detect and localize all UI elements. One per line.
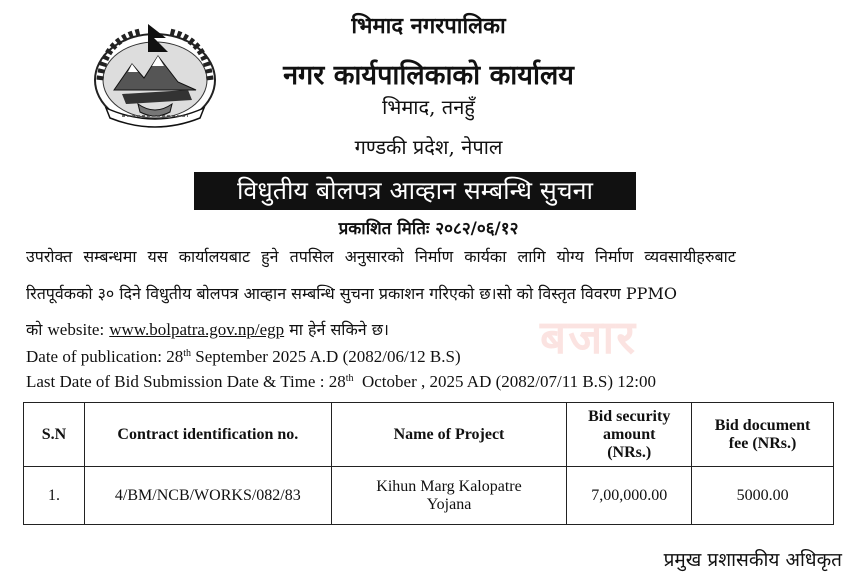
- last-line-pre: Last Date of Bid Submission Date & Time : 28: [26, 372, 346, 391]
- office-name: नगर कार्यपालिकाको कार्यालय: [283, 60, 574, 91]
- cell-bid-security: 7,00,000.00: [567, 467, 692, 525]
- notice-paragraph-line-2: रितपूर्वकको ३० दिने विधुतीय बोलपत्र आव्हान सम्बन्धि सुचना प्रकाशन गरिएको छ।सो को विस्तृत विवरण PPMO: [26, 284, 677, 303]
- last-line-post: October , 2025 AD (2082/07/11 B.S) 12:00: [353, 372, 657, 391]
- published-date: २०८२/०६/१२: [435, 219, 519, 239]
- header-contract-id: Contract identification no.: [84, 403, 331, 467]
- header-sn: S.N: [24, 403, 85, 467]
- header-bid-security: [567, 403, 692, 467]
- line3-suffix: मा हेर्न सकिने छ।: [289, 320, 389, 339]
- bid-deadline-en: [26, 372, 656, 392]
- last-line-sup: th: [345, 373, 354, 384]
- cell-project-name: [331, 467, 567, 525]
- line3-prefix: को: [26, 320, 43, 339]
- header-bid-fee: [692, 403, 834, 467]
- cell-sn: 1.: [24, 467, 85, 525]
- table-row: [24, 467, 834, 525]
- province-name: गण्डकी प्रदेश, नेपाल: [354, 135, 503, 159]
- header-bid-security-l3: (NRs.): [607, 443, 652, 461]
- cell-contract-id: 4/BM/NCB/WORKS/082/83: [84, 467, 331, 525]
- project-name-l1: Kihun Marg Kalopatre: [376, 477, 522, 495]
- pub-line-sup: th: [183, 348, 191, 359]
- published-label: प्रकाशित मितिः: [338, 219, 430, 239]
- website-link[interactable]: www.bolpatra.gov.np/egp: [109, 320, 285, 339]
- municipality-name: भिमाद नगरपालिका: [351, 13, 506, 39]
- pub-line-pre: Date of publication: 28: [26, 347, 184, 366]
- publication-date-en: [26, 347, 461, 367]
- header-bid-security-l1: Bid security: [588, 407, 671, 425]
- notice-paragraph-line-1: उपरोक्त सम्बन्धमा यस कार्यालयबाट हुने तपसिल अनुसारको निर्माण कार्यका लागि योग्य निर्माण व्यवसायीहरुबाट: [26, 247, 736, 266]
- office-location: भिमाद, तनहुँ: [382, 95, 475, 119]
- cell-bid-fee: 5000.00: [692, 467, 834, 525]
- header-bid-security-l2: amount: [602, 425, 656, 443]
- project-name-l2: Yojana: [426, 495, 472, 513]
- header-bid-fee-l1: Bid document: [714, 416, 811, 434]
- published-date-line: [0, 216, 857, 239]
- watermark: बजार: [540, 310, 638, 364]
- notice-paragraph-line-3: [26, 318, 834, 340]
- bid-table: [23, 402, 834, 525]
- signatory-title: प्रमुख प्रशासकीय अधिकृत: [663, 549, 842, 571]
- header-project-name: Name of Project: [331, 403, 567, 467]
- header-bid-fee-l2: fee (NRs.): [728, 434, 797, 452]
- table-header-row: [24, 403, 834, 467]
- pub-line-post: September 2025 A.D (2082/06/12 B.S): [191, 347, 461, 366]
- website-label: website:: [47, 320, 105, 339]
- notice-title: विधुतीय बोलपत्र आव्हान सम्बन्धि सुचना: [194, 172, 636, 210]
